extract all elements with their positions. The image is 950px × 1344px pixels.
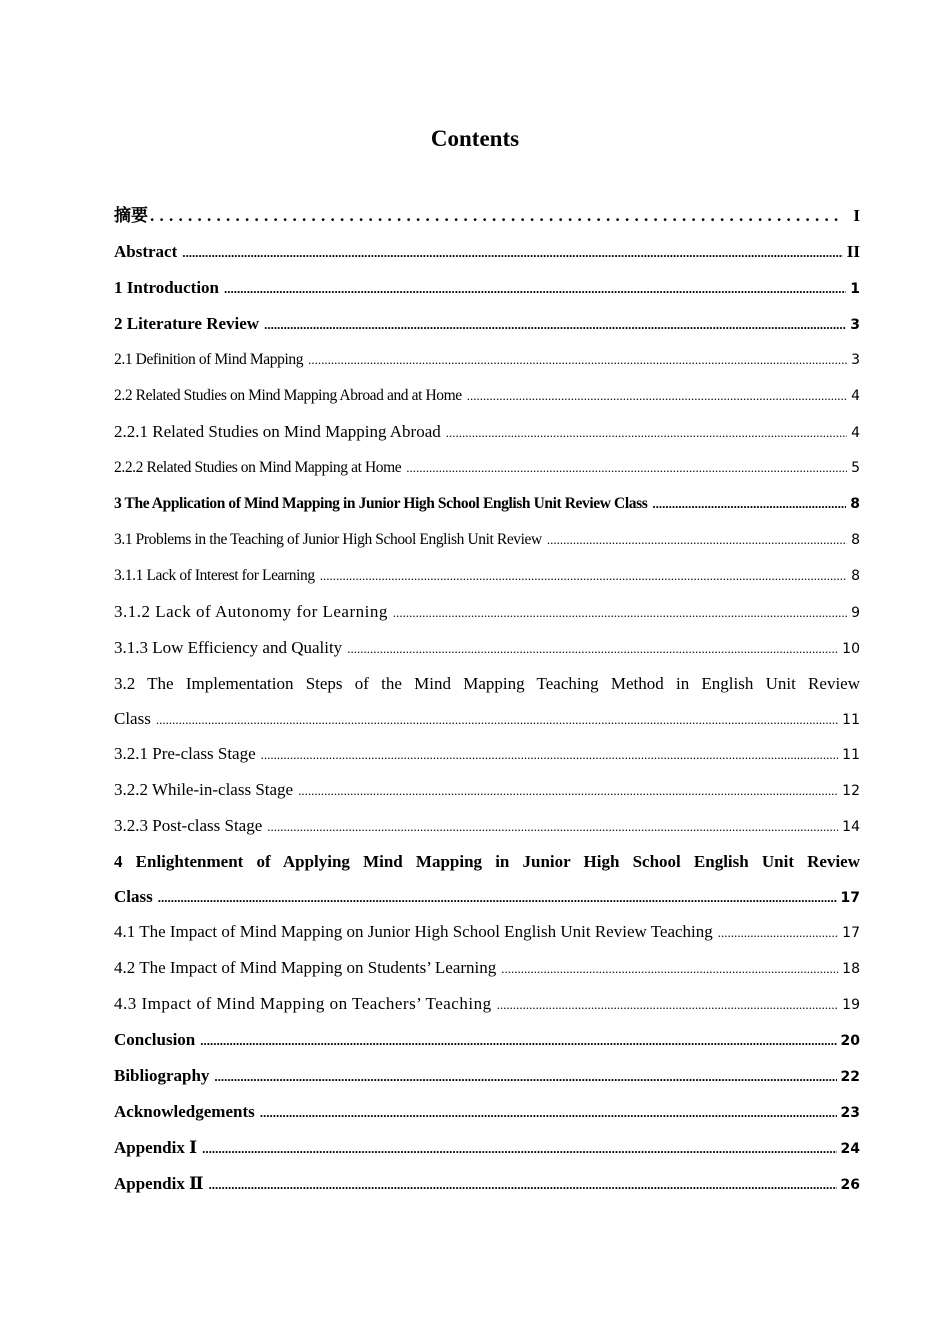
toc-entry-chapter-4-line2[interactable] (114, 880, 860, 914)
toc-page-number: 9 (851, 605, 860, 621)
toc-entry-label: 3.2.3 Post-class Stage (114, 816, 263, 835)
toc-entry-label: 3.1.3 Low Efficiency and Quality (114, 638, 343, 657)
toc-entry-2-2-2[interactable] (114, 450, 860, 486)
toc-entry-appendix-1[interactable] (114, 1130, 860, 1166)
toc-entry-acknowledgements[interactable] (114, 1094, 860, 1130)
toc-entry-3-2-line1[interactable] (114, 666, 860, 702)
toc-entry-4-3[interactable] (114, 986, 860, 1022)
toc-page-number: 20 (840, 1033, 860, 1049)
toc-page-number: 3 (850, 317, 860, 333)
toc-entry-3-1[interactable] (114, 522, 860, 558)
toc-entry-label: Appendix Ⅱ (114, 1174, 204, 1193)
dot-leader (267, 809, 838, 845)
toc-entry-3-1-3[interactable] (114, 630, 860, 666)
toc-entry-2-2-1[interactable] (114, 414, 860, 450)
toc-entry-4-2[interactable] (114, 950, 860, 986)
toc-page-number: 3 (851, 352, 860, 368)
toc-entry-label: 4.1 The Impact of Mind Mapping on Junior High School English Unit Review Teaching (114, 922, 713, 941)
toc-entry-label: 1 Introduction (114, 278, 220, 297)
toc-entry-label: 2 Literature Review (114, 314, 260, 333)
toc-page-number: 1 (850, 281, 860, 297)
toc-page-number: 17 (842, 925, 860, 941)
dot-leader (261, 737, 839, 773)
toc-page-number: 4 (851, 388, 860, 404)
toc-page-number: 8 (851, 532, 860, 548)
toc-entry-bibliography[interactable] (114, 1058, 860, 1094)
toc-page-number: 18 (842, 961, 860, 977)
dot-leader (264, 307, 846, 343)
toc-entry-label: Conclusion (114, 1030, 196, 1049)
toc-entry-literature-review[interactable] (114, 306, 860, 342)
dot-leader (156, 703, 838, 737)
toc-entry-label: Abstract (114, 242, 178, 261)
dot-leader (446, 415, 847, 451)
dot-leader (260, 1095, 837, 1131)
toc-entry-3-1-1[interactable] (114, 558, 860, 594)
dot-leader (497, 987, 839, 1023)
dot-leader (200, 1023, 836, 1059)
dot-leader (308, 342, 847, 378)
toc-page-number: I (853, 206, 860, 225)
dot-leader (547, 522, 847, 558)
toc-entry-label: 4.3 Impact of Mind Mapping on Teachers’ Teaching (114, 994, 492, 1013)
toc-entry-label: 3.1.1 Lack of Interest for Learning (114, 567, 315, 584)
dot-leader (320, 558, 847, 594)
toc-entry-3-1-2[interactable] (114, 594, 860, 630)
toc-page-number: 24 (840, 1141, 860, 1157)
toc-page-number: 26 (840, 1177, 860, 1193)
toc-entry-abstract[interactable] (114, 234, 860, 270)
dot-leader (393, 595, 847, 631)
table-of-contents (114, 198, 860, 1202)
toc-page-number: 4 (851, 425, 860, 441)
toc-entry-3-2-3[interactable] (114, 808, 860, 844)
toc-entry-label: Acknowledgements (114, 1102, 255, 1121)
toc-page-number: 17 (840, 890, 860, 906)
dot-leader (208, 1167, 836, 1203)
toc-entry-chapter-3[interactable] (114, 486, 860, 522)
page-title: Contents (430, 126, 520, 151)
toc-entry-4-1[interactable] (114, 914, 860, 950)
dot-leader (202, 1131, 836, 1167)
dot-leader (652, 486, 846, 522)
toc-entry-conclusion[interactable] (114, 1022, 860, 1058)
toc-page-number: 11 (842, 747, 860, 763)
toc-entry-label: 2.2.2 Related Studies on Mind Mapping at Home (114, 459, 402, 476)
toc-page-number: 8 (851, 568, 860, 584)
dot-leader (501, 951, 838, 987)
toc-entry-abstract-cn[interactable] (114, 198, 860, 234)
toc-entry-label: Class (114, 887, 153, 906)
toc-page-number: 22 (840, 1069, 860, 1085)
toc-entry-label: 3.1 Problems in the Teaching of Junior High School English Unit Review (114, 531, 542, 548)
toc-entry-label: Class (114, 709, 151, 728)
dot-leader (150, 198, 841, 235)
toc-entry-label: 3.2.1 Pre-class Stage (114, 744, 256, 763)
dot-leader (182, 235, 843, 271)
toc-entry-chapter-4-line1[interactable] (114, 844, 860, 880)
toc-page-number: 14 (842, 819, 860, 835)
dot-leader (406, 450, 847, 486)
toc-page-number: II (846, 242, 860, 261)
toc-entry-appendix-2[interactable] (114, 1166, 860, 1202)
toc-entry-2-2[interactable] (114, 378, 860, 414)
dot-leader (158, 881, 837, 915)
toc-entry-label: 2.2.1 Related Studies on Mind Mapping Abroad (114, 422, 441, 441)
toc-entry-label: 4.2 The Impact of Mind Mapping on Students’ Learning (114, 958, 497, 977)
toc-entry-label: Bibliography (114, 1066, 210, 1085)
toc-entry-2-1[interactable] (114, 342, 860, 378)
toc-entry-introduction[interactable] (114, 270, 860, 306)
dot-leader (718, 915, 838, 951)
toc-page-number: 19 (842, 997, 860, 1013)
dot-leader (298, 773, 838, 809)
toc-entry-3-2-2[interactable] (114, 772, 860, 808)
toc-page-number: 10 (842, 641, 860, 657)
toc-page-number: 12 (842, 783, 860, 799)
toc-entry-3-2-line2[interactable] (114, 702, 860, 736)
toc-page-number: 11 (842, 712, 860, 728)
toc-page-number: 23 (840, 1105, 860, 1121)
dot-leader (224, 271, 846, 307)
toc-entry-label: 摘要 (114, 206, 148, 225)
toc-entry-3-2-1[interactable] (114, 736, 860, 772)
dot-leader (467, 378, 847, 414)
toc-page-number: 8 (850, 496, 860, 512)
toc-entry-label: 2.1 Definition of Mind Mapping (114, 351, 304, 368)
toc-entry-label: Appendix Ⅰ (114, 1138, 198, 1157)
dot-leader (347, 631, 838, 667)
toc-entry-label: 3.2.2 While-in-class Stage (114, 780, 294, 799)
toc-entry-label: 4 Enlightenment of Applying Mind Mapping in Junior High School English Unit Review (114, 852, 860, 871)
toc-entry-label: 3.1.2 Lack of Autonomy for Learning (114, 602, 388, 621)
dot-leader (214, 1059, 836, 1095)
toc-page-number: 5 (851, 460, 860, 476)
toc-entry-label: 2.2 Related Studies on Mind Mapping Abroad and at Home (114, 387, 462, 404)
toc-entry-label: 3 The Application of Mind Mapping in Junior High School English Unit Review Class (114, 495, 648, 512)
toc-entry-label: 3.2 The Implementation Steps of the Mind Mapping Teaching Method in English Unit Review (114, 674, 860, 693)
